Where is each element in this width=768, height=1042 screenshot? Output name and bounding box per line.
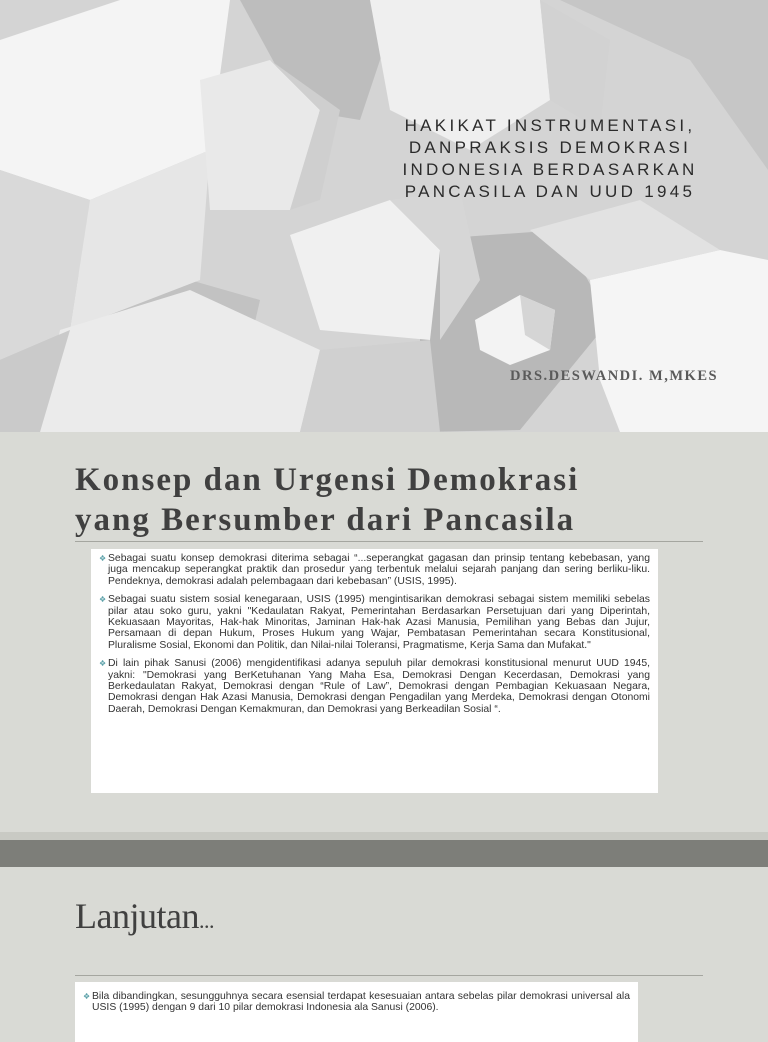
author-name: DRS.DESWANDI. M,MKES	[510, 368, 719, 384]
diamond-bullet-icon: ❖	[99, 554, 107, 563]
diamond-bullet-icon: ❖	[99, 659, 107, 669]
title-line: INDONESIA BERDASARKAN	[402, 160, 698, 179]
slide-separator	[0, 832, 768, 840]
title-divider	[75, 975, 703, 976]
slide-title	[75, 460, 579, 540]
bullet-paragraph	[99, 553, 650, 587]
continuation-slide	[0, 867, 768, 1024]
slide-title-line: Konsep dan Urgensi Demokrasi	[75, 462, 580, 498]
slide-title-line: yang Bersumber dari Pancasila	[75, 502, 576, 538]
title-line: PANCASILA DAN UUD 1945	[404, 182, 696, 201]
paragraph-text: Sebagai suatu konsep demokrasi diterima sebagai “...seperangkat gagasan dan prinsip tentang kebebasan, yang juga mencakup seperangkat praktik dan prosedur yang terbentuk melalui sejarah panjang dan sering berliku-liku. Pendeknya, demokrasi adalah pelembagaan dari kebebasan” (USIS, 1995).	[108, 553, 650, 587]
concept-slide	[0, 432, 768, 832]
content-box	[91, 549, 658, 793]
title-line: HAKIKAT INSTRUMENTASI,	[404, 116, 696, 135]
bullet-paragraph	[83, 991, 630, 1014]
presentation-title	[340, 115, 760, 203]
diamond-bullet-icon: ❖	[83, 992, 91, 1001]
slide-title	[75, 895, 214, 937]
paragraph-text: Bila dibandingkan, sesungguhnya secara esensial terdapat kesesuaian antara sebelas pilar demokrasi universal ala USIS (1995) dengan 9 dari 10 pilar demokrasi Indonesia ala Sanusi (2006).	[92, 991, 630, 1014]
title-divider	[75, 541, 703, 542]
slide-title-text: Lanjutan	[75, 896, 199, 936]
paragraph-text: Sebagai suatu sistem sosial kenegaraan, USIS (1995) mengintisarikan demokrasi sebagai sistem memiliki sebelas pilar atau soko guru, yakni "Kedaulatan Rakyat, Pemerintahan Berdasarkan Persetujuan dari yang Diperintah, Kekuasaan Mayoritas, Hak-hak Minoritas, Jaminan Hak-hak Azasi Manusia, Pemilihan yang Bebas dan Jujur, Persamaan di depan Hukum, Proses Hukum yang Wajar, Pembatasan Pemerintahan secara Konstitusional, Pluralisme Sosial, Ekonomi dan Politik, dan Nilai-nilai Toleransi, Pragmatisme, Kerja Sama dan Mufakat."	[108, 594, 650, 651]
title-line: DANPRAKSIS DEMOKRASI	[408, 138, 692, 157]
slide-title-ellipsis: ...	[198, 908, 214, 933]
content-box	[75, 982, 638, 1042]
bullet-paragraph	[99, 658, 650, 715]
bullet-paragraph	[99, 594, 650, 651]
slide-separator-band	[0, 840, 768, 867]
paragraph-text: Di lain pihak Sanusi (2006) mengidentifikasi adanya sepuluh pilar demokrasi konstitusional menurut UUD 1945, yakni: "Demokrasi yang BerKetuhanan Yang Maha Esa, Demokrasi Dengan Kecerdasan, Demokrasi yang Berkedaulatan Rakyat, Demokrasi dengan “Rule of Law”, Demokrasi dengan Pembagian Kekuasaan Negara, Demokrasi dengan Hak Azasi Manusia, Demokrasi dengan Pengadilan yang Merdeka, Demokrasi dengan Otonomi Daerah, Demokrasi Dengan Kemakmuran, dan Demokrasi yang Berkeadilan Sosial “.	[108, 658, 650, 715]
diamond-bullet-icon: ❖	[99, 595, 107, 605]
title-slide	[0, 0, 768, 432]
